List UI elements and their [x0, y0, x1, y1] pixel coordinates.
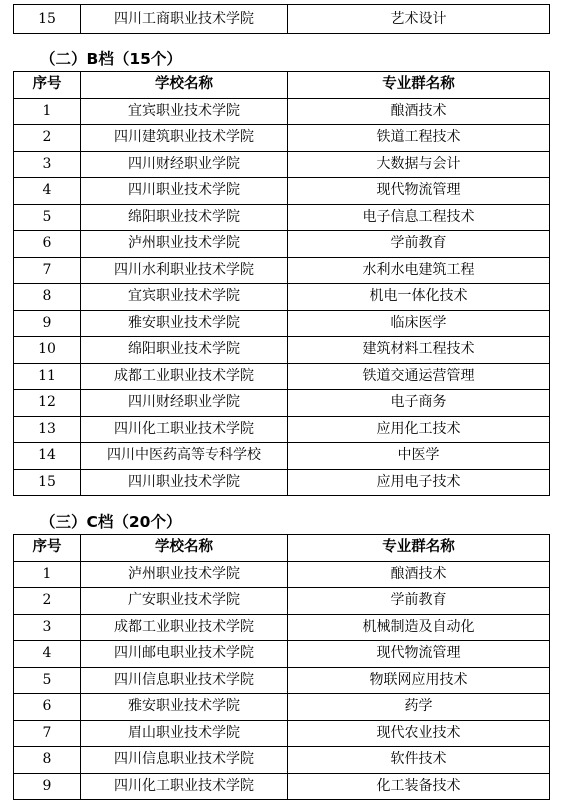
row-number: 2 [14, 588, 81, 615]
continued-table [13, 4, 550, 34]
school-name: 四川财经职业学院 [81, 151, 288, 178]
table-row [14, 443, 550, 470]
major-group: 物联网应用技术 [288, 667, 550, 694]
row-number: 1 [14, 98, 81, 125]
major-group: 铁道交通运营管理 [288, 363, 550, 390]
major-group: 中医学 [288, 443, 550, 470]
row-number: 15 [14, 5, 81, 34]
school-name: 四川职业技术学院 [81, 178, 288, 205]
row-number: 2 [14, 125, 81, 152]
table-row [14, 284, 550, 311]
table-row [14, 337, 550, 364]
table-row [14, 588, 550, 615]
row-number: 7 [14, 257, 81, 284]
school-name: 四川中医药高等专科学校 [81, 443, 288, 470]
major-group: 应用电子技术 [288, 469, 550, 496]
school-name: 绵阳职业技术学院 [81, 204, 288, 231]
school-name: 四川信息职业技术学院 [81, 747, 288, 774]
major-group: 酿酒技术 [288, 98, 550, 125]
table-row [14, 98, 550, 125]
header-major: 专业群名称 [288, 72, 550, 99]
school-name: 泸州职业技术学院 [81, 561, 288, 588]
school-name: 四川邮电职业技术学院 [81, 641, 288, 668]
school-name: 宜宾职业技术学院 [81, 284, 288, 311]
major-group: 机械制造及自动化 [288, 614, 550, 641]
school-name: 泸州职业技术学院 [81, 231, 288, 258]
section-b-heading: （二）B档（15个） [40, 50, 182, 68]
header-number: 序号 [14, 535, 81, 562]
major-group: 电子商务 [288, 390, 550, 417]
major-group: 现代物流管理 [288, 178, 550, 205]
school-name: 四川建筑职业技术学院 [81, 125, 288, 152]
school-name: 四川职业技术学院 [81, 469, 288, 496]
row-number: 5 [14, 667, 81, 694]
table-row [14, 178, 550, 205]
row-number: 15 [14, 469, 81, 496]
table-row [14, 614, 550, 641]
table-row [14, 390, 550, 417]
table-row [14, 231, 550, 258]
row-number: 11 [14, 363, 81, 390]
section-c-heading: （三）C档（20个） [40, 513, 182, 531]
major-group: 软件技术 [288, 747, 550, 774]
section-b-table [13, 71, 550, 496]
section-c-table [13, 534, 550, 800]
major-group: 水利水电建筑工程 [288, 257, 550, 284]
header-major: 专业群名称 [288, 535, 550, 562]
table-row [14, 720, 550, 747]
major-group: 酿酒技术 [288, 561, 550, 588]
section-b-rows [14, 98, 550, 496]
major-group: 临床医学 [288, 310, 550, 337]
school-name: 绵阳职业技术学院 [81, 337, 288, 364]
school-name: 四川财经职业学院 [81, 390, 288, 417]
row-number: 8 [14, 747, 81, 774]
major-group: 学前教育 [288, 231, 550, 258]
table-row [14, 561, 550, 588]
row-number: 14 [14, 443, 81, 470]
table-row [14, 363, 550, 390]
table-row [14, 125, 550, 152]
header-school: 学校名称 [81, 72, 288, 99]
table-header-row [14, 72, 550, 99]
school-name: 四川信息职业技术学院 [81, 667, 288, 694]
row-number: 5 [14, 204, 81, 231]
table-row [14, 747, 550, 774]
school-name: 广安职业技术学院 [81, 588, 288, 615]
table-row [14, 773, 550, 800]
major-group: 化工装备技术 [288, 773, 550, 800]
school-name: 四川工商职业技术学院 [81, 5, 288, 34]
row-number: 4 [14, 178, 81, 205]
table-row [14, 310, 550, 337]
table-row [14, 667, 550, 694]
school-name: 成都工业职业技术学院 [81, 614, 288, 641]
table-row [14, 694, 550, 721]
school-name: 四川化工职业技术学院 [81, 773, 288, 800]
school-name: 眉山职业技术学院 [81, 720, 288, 747]
major-group: 药学 [288, 694, 550, 721]
row-number: 1 [14, 561, 81, 588]
row-number: 7 [14, 720, 81, 747]
row-number: 13 [14, 416, 81, 443]
row-number: 3 [14, 614, 81, 641]
row-number: 9 [14, 773, 81, 800]
table-row [14, 257, 550, 284]
school-name: 雅安职业技术学院 [81, 310, 288, 337]
major-group: 建筑材料工程技术 [288, 337, 550, 364]
major-group: 艺术设计 [288, 5, 550, 34]
row-number: 3 [14, 151, 81, 178]
table-row [14, 469, 550, 496]
major-group: 大数据与会计 [288, 151, 550, 178]
table-row [14, 204, 550, 231]
major-group: 现代农业技术 [288, 720, 550, 747]
header-school: 学校名称 [81, 535, 288, 562]
school-name: 雅安职业技术学院 [81, 694, 288, 721]
header-number: 序号 [14, 72, 81, 99]
school-name: 四川水利职业技术学院 [81, 257, 288, 284]
school-name: 四川化工职业技术学院 [81, 416, 288, 443]
school-name: 成都工业职业技术学院 [81, 363, 288, 390]
major-group: 应用化工技术 [288, 416, 550, 443]
major-group: 学前教育 [288, 588, 550, 615]
major-group: 机电一体化技术 [288, 284, 550, 311]
row-number: 6 [14, 694, 81, 721]
table-row [14, 416, 550, 443]
table-row [14, 641, 550, 668]
row-number: 9 [14, 310, 81, 337]
major-group: 铁道工程技术 [288, 125, 550, 152]
row-number: 12 [14, 390, 81, 417]
row-number: 10 [14, 337, 81, 364]
school-name: 宜宾职业技术学院 [81, 98, 288, 125]
table-header-row [14, 535, 550, 562]
row-number: 4 [14, 641, 81, 668]
table-row [14, 5, 550, 34]
row-number: 8 [14, 284, 81, 311]
row-number: 6 [14, 231, 81, 258]
major-group: 现代物流管理 [288, 641, 550, 668]
table-row [14, 151, 550, 178]
section-c-rows [14, 561, 550, 800]
major-group: 电子信息工程技术 [288, 204, 550, 231]
